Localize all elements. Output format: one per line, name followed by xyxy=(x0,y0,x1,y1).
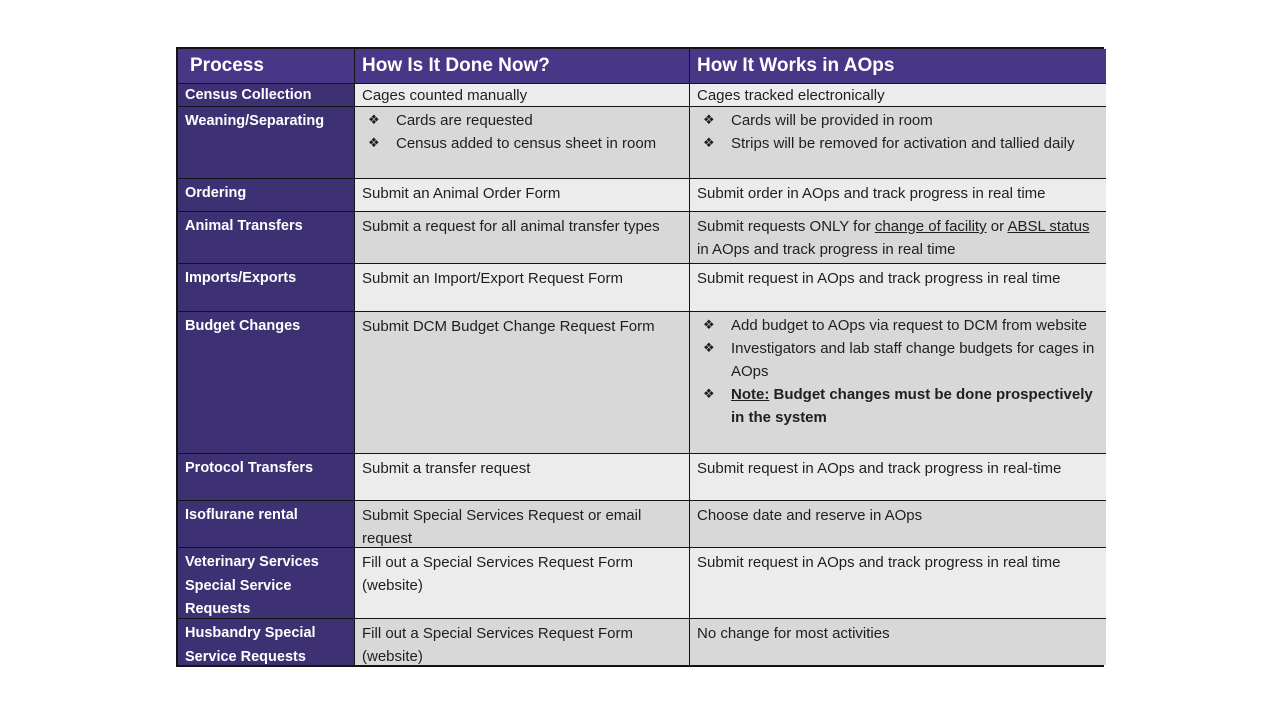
aops-cell xyxy=(690,454,1106,501)
table-row-weaning-separating xyxy=(178,107,1102,179)
aops-cell xyxy=(690,548,1106,619)
table-row-protocol-transfers xyxy=(178,454,1102,501)
cell-text: No change for most activities xyxy=(697,625,890,642)
diamond-bullet-icon: ❖ xyxy=(703,113,715,128)
cell-text: Submit order in AOps and track progress in real time xyxy=(697,185,1046,202)
underlined-text-segment: change of facility xyxy=(874,218,987,235)
diamond-bullet-icon: ❖ xyxy=(703,341,715,356)
aops-cell xyxy=(690,179,1106,212)
bullet-item xyxy=(697,314,1100,337)
bullet-item xyxy=(697,109,1100,132)
table-row-husbandry-special-service xyxy=(178,619,1102,665)
process-comparison-table xyxy=(176,47,1104,667)
process-cell: Isoflurane rental xyxy=(178,501,355,548)
cell-text: Submit request in AOps and track progress in real time xyxy=(697,270,1061,287)
bullet-item xyxy=(697,337,1100,383)
text-segment: Submit requests ONLY for xyxy=(697,218,875,235)
note-label: Note: xyxy=(731,386,770,403)
now-cell xyxy=(355,548,690,619)
text-segment: in AOps and track progress in real time xyxy=(697,241,956,258)
cell-text: Cages tracked electronically xyxy=(697,87,885,104)
aops-cell xyxy=(690,212,1106,264)
table-row-ordering xyxy=(178,179,1102,212)
header-how-it-works-aops: How It Works in AOps xyxy=(690,49,1106,84)
aops-cell xyxy=(690,619,1106,665)
underlined-text-segment: ABSL status xyxy=(1007,218,1090,235)
now-cell xyxy=(355,619,690,665)
now-cell xyxy=(355,212,690,264)
aops-cell xyxy=(690,107,1106,179)
bullet-text: Strips will be removed for activation and tallied daily xyxy=(731,135,1075,152)
process-cell: Census Collection xyxy=(178,84,355,107)
table-row-budget-changes xyxy=(178,312,1102,454)
table-row-animal-transfers xyxy=(178,212,1102,264)
cell-text: Fill out a Special Services Request Form (website) xyxy=(362,625,633,665)
cell-text: Cages counted manually xyxy=(362,87,528,104)
now-cell xyxy=(355,179,690,212)
now-cell xyxy=(355,454,690,501)
note-text: Budget changes must be done prospectively in the system xyxy=(731,386,1093,426)
cell-text xyxy=(697,214,1100,261)
cell-text: Submit a transfer request xyxy=(362,460,531,477)
bullet-text: Cards will be provided in room xyxy=(731,112,933,129)
process-cell: Budget Changes xyxy=(178,312,355,454)
process-cell: Veterinary Services Special Service Requests xyxy=(178,548,355,619)
cell-text: Submit a request for all animal transfer types xyxy=(362,218,660,235)
process-cell: Weaning/Separating xyxy=(178,107,355,179)
now-cell xyxy=(355,501,690,548)
diamond-bullet-icon: ❖ xyxy=(368,136,380,151)
cell-text: Submit DCM Budget Change Request Form xyxy=(362,318,655,335)
bullet-item-note xyxy=(697,383,1100,429)
table-header-row xyxy=(178,49,1102,84)
aops-cell xyxy=(690,84,1106,107)
cell-text: Submit request in AOps and track progress in real-time xyxy=(697,460,1062,477)
bullet-text: Cards are requested xyxy=(396,112,533,129)
cell-text: Choose date and reserve in AOps xyxy=(697,507,923,524)
cell-text: Submit an Animal Order Form xyxy=(362,185,561,202)
diamond-bullet-icon: ❖ xyxy=(703,387,715,402)
bullet-text: Investigators and lab staff change budgets for cages in AOps xyxy=(731,340,1095,380)
cell-text: Fill out a Special Services Request Form (website) xyxy=(362,554,633,594)
diamond-bullet-icon: ❖ xyxy=(703,318,715,333)
text-segment: or xyxy=(986,218,1008,235)
table-row-isoflurane-rental xyxy=(178,501,1102,548)
now-cell xyxy=(355,312,690,454)
bullet-text xyxy=(731,383,1100,429)
table-row-veterinary-special-service xyxy=(178,548,1102,619)
bullet-item xyxy=(697,132,1100,155)
diamond-bullet-icon: ❖ xyxy=(368,113,380,128)
header-how-done-now: How Is It Done Now? xyxy=(355,49,690,84)
table-row-imports-exports xyxy=(178,264,1102,312)
diamond-bullet-icon: ❖ xyxy=(703,136,715,151)
process-cell: Husbandry Special Service Requests xyxy=(178,619,355,665)
process-cell: Imports/Exports xyxy=(178,264,355,312)
header-process: Process xyxy=(178,49,355,84)
aops-cell xyxy=(690,264,1106,312)
table-row-census-collection xyxy=(178,84,1102,107)
bullet-text: Add budget to AOps via request to DCM from website xyxy=(731,317,1088,334)
process-cell: Ordering xyxy=(178,179,355,212)
aops-cell xyxy=(690,312,1106,454)
aops-cell xyxy=(690,501,1106,548)
cell-text: Submit an Import/Export Request Form xyxy=(362,270,623,287)
process-cell: Protocol Transfers xyxy=(178,454,355,501)
bullet-item xyxy=(362,132,683,155)
bullet-text: Census added to census sheet in room xyxy=(396,135,657,152)
bullet-item xyxy=(362,109,683,132)
now-cell xyxy=(355,107,690,179)
cell-text: Submit Special Services Request or email request xyxy=(362,507,642,547)
now-cell xyxy=(355,264,690,312)
cell-text: Submit request in AOps and track progress in real time xyxy=(697,554,1061,571)
now-cell xyxy=(355,84,690,107)
process-cell: Animal Transfers xyxy=(178,212,355,264)
